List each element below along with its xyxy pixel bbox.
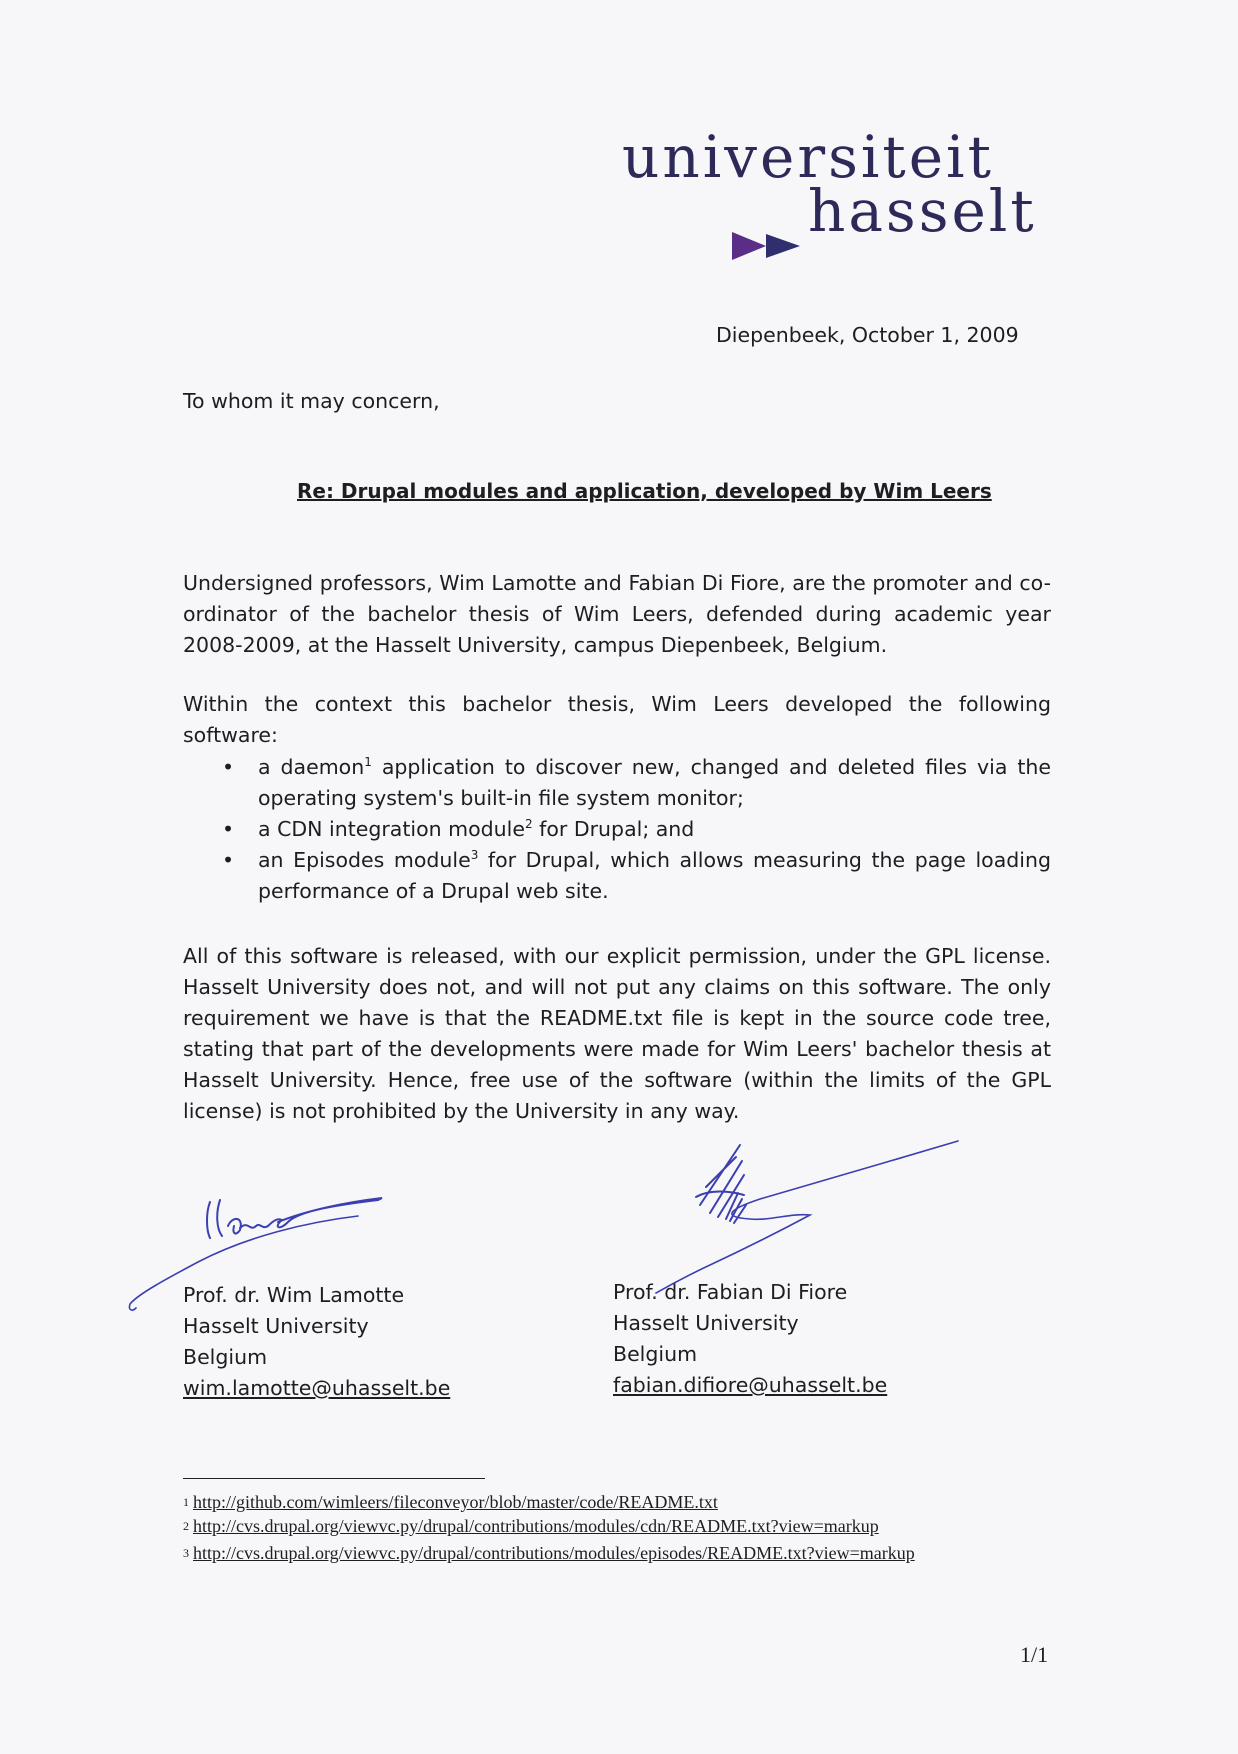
paragraph-intro: Undersigned professors, Wim Lamotte and Fabian Di Fiore, are the promoter and co-ordinator of the bachelor thesis of Wim Leers, defended during academic year 2008-2009, at the Hasselt University, campus Diepenbeek, Belgium. (183, 571, 1051, 657)
signatory-country: Belgium (613, 1342, 698, 1366)
logo-line-universiteit: universiteit (622, 123, 994, 191)
bullet-icon: • (222, 755, 235, 779)
list-item: • a daemon$^1$ application to discover new, changed and deleted files via the operating system's built-in file system monitor; (222, 752, 1051, 814)
footnote-link[interactable]: http://cvs.drupal.org/viewvc.py/drupal/contributions/modules/cdn/README.txt?view=markup (193, 1516, 879, 1536)
bullet-icon: • (222, 817, 235, 841)
footnote-ref: 2 (524, 817, 533, 832)
signatory-country: Belgium (183, 1345, 268, 1369)
footnote-3 (183, 1541, 915, 1565)
paragraph-software: Within the context this bachelor thesis, Wim Leers developed the following software: (183, 692, 1051, 747)
logo-line-hasselt: hasselt (808, 177, 1037, 245)
footnote-ref: 1 (364, 755, 372, 770)
signatory-lamotte (183, 1280, 450, 1404)
signatory-name: Prof. dr. Wim Lamotte (183, 1283, 405, 1307)
list-item: • a CDN integration module$^2$ for Drupal; and (222, 814, 1051, 845)
footnote-link[interactable]: http://github.com/wimleers/fileconveyor/blob/master/code/README.txt (193, 1492, 718, 1512)
signatory-name: Prof. dr. Fabian Di Fiore (613, 1280, 848, 1304)
signatory-org: Hasselt University (613, 1311, 799, 1335)
footnote-ref: 3 (470, 848, 479, 863)
signature-difiore (640, 1135, 960, 1295)
bullet-icon: • (222, 848, 235, 872)
footnote-link[interactable]: http://cvs.drupal.org/viewvc.py/drupal/contributions/modules/episodes/README.txt?view=markup (193, 1543, 915, 1563)
signatory-email-link[interactable]: fabian.difiore@uhasselt.be (613, 1373, 888, 1397)
university-logo (618, 123, 1058, 268)
list-item: • an Episodes module$^3$ for Drupal, which allows measuring the page loading performance of a Drupal web site. (222, 845, 1051, 907)
paragraph-license: All of this software is released, with our explicit permission, under the GPL license. Hasselt University does not, and will not put any claims on this software. The only requirement we have is that the README.txt file is kept in the source code tree, stating that part of the developments were made for Wim Leers' bachelor thesis at Hasselt University. Hence, free use of the software (within the limits of the GPL license) is not prohibited by the University in any way. (183, 944, 1051, 1123)
page-number: 1/1 (1020, 1642, 1049, 1667)
letter-date: Diepenbeek, October 1, 2009 (716, 323, 1019, 347)
footnote-1 (183, 1490, 718, 1514)
letter-greeting: To whom it may concern, (183, 389, 440, 413)
software-list (222, 752, 1051, 907)
signatory-email-link[interactable]: wim.lamotte@uhasselt.be (183, 1376, 451, 1400)
logo-arrows-icon (730, 228, 806, 262)
letter-subject: Re: Drupal modules and application, developed by Wim Leers (297, 479, 992, 503)
footnote-number: 1 (183, 1495, 189, 1509)
footnote-2 (183, 1514, 879, 1538)
footnote-number: 3 (183, 1546, 189, 1560)
footnote-number: 2 (183, 1519, 189, 1533)
signatory-org: Hasselt University (183, 1314, 369, 1338)
footnote-divider (183, 1478, 485, 1479)
signatory-difiore (613, 1277, 887, 1401)
